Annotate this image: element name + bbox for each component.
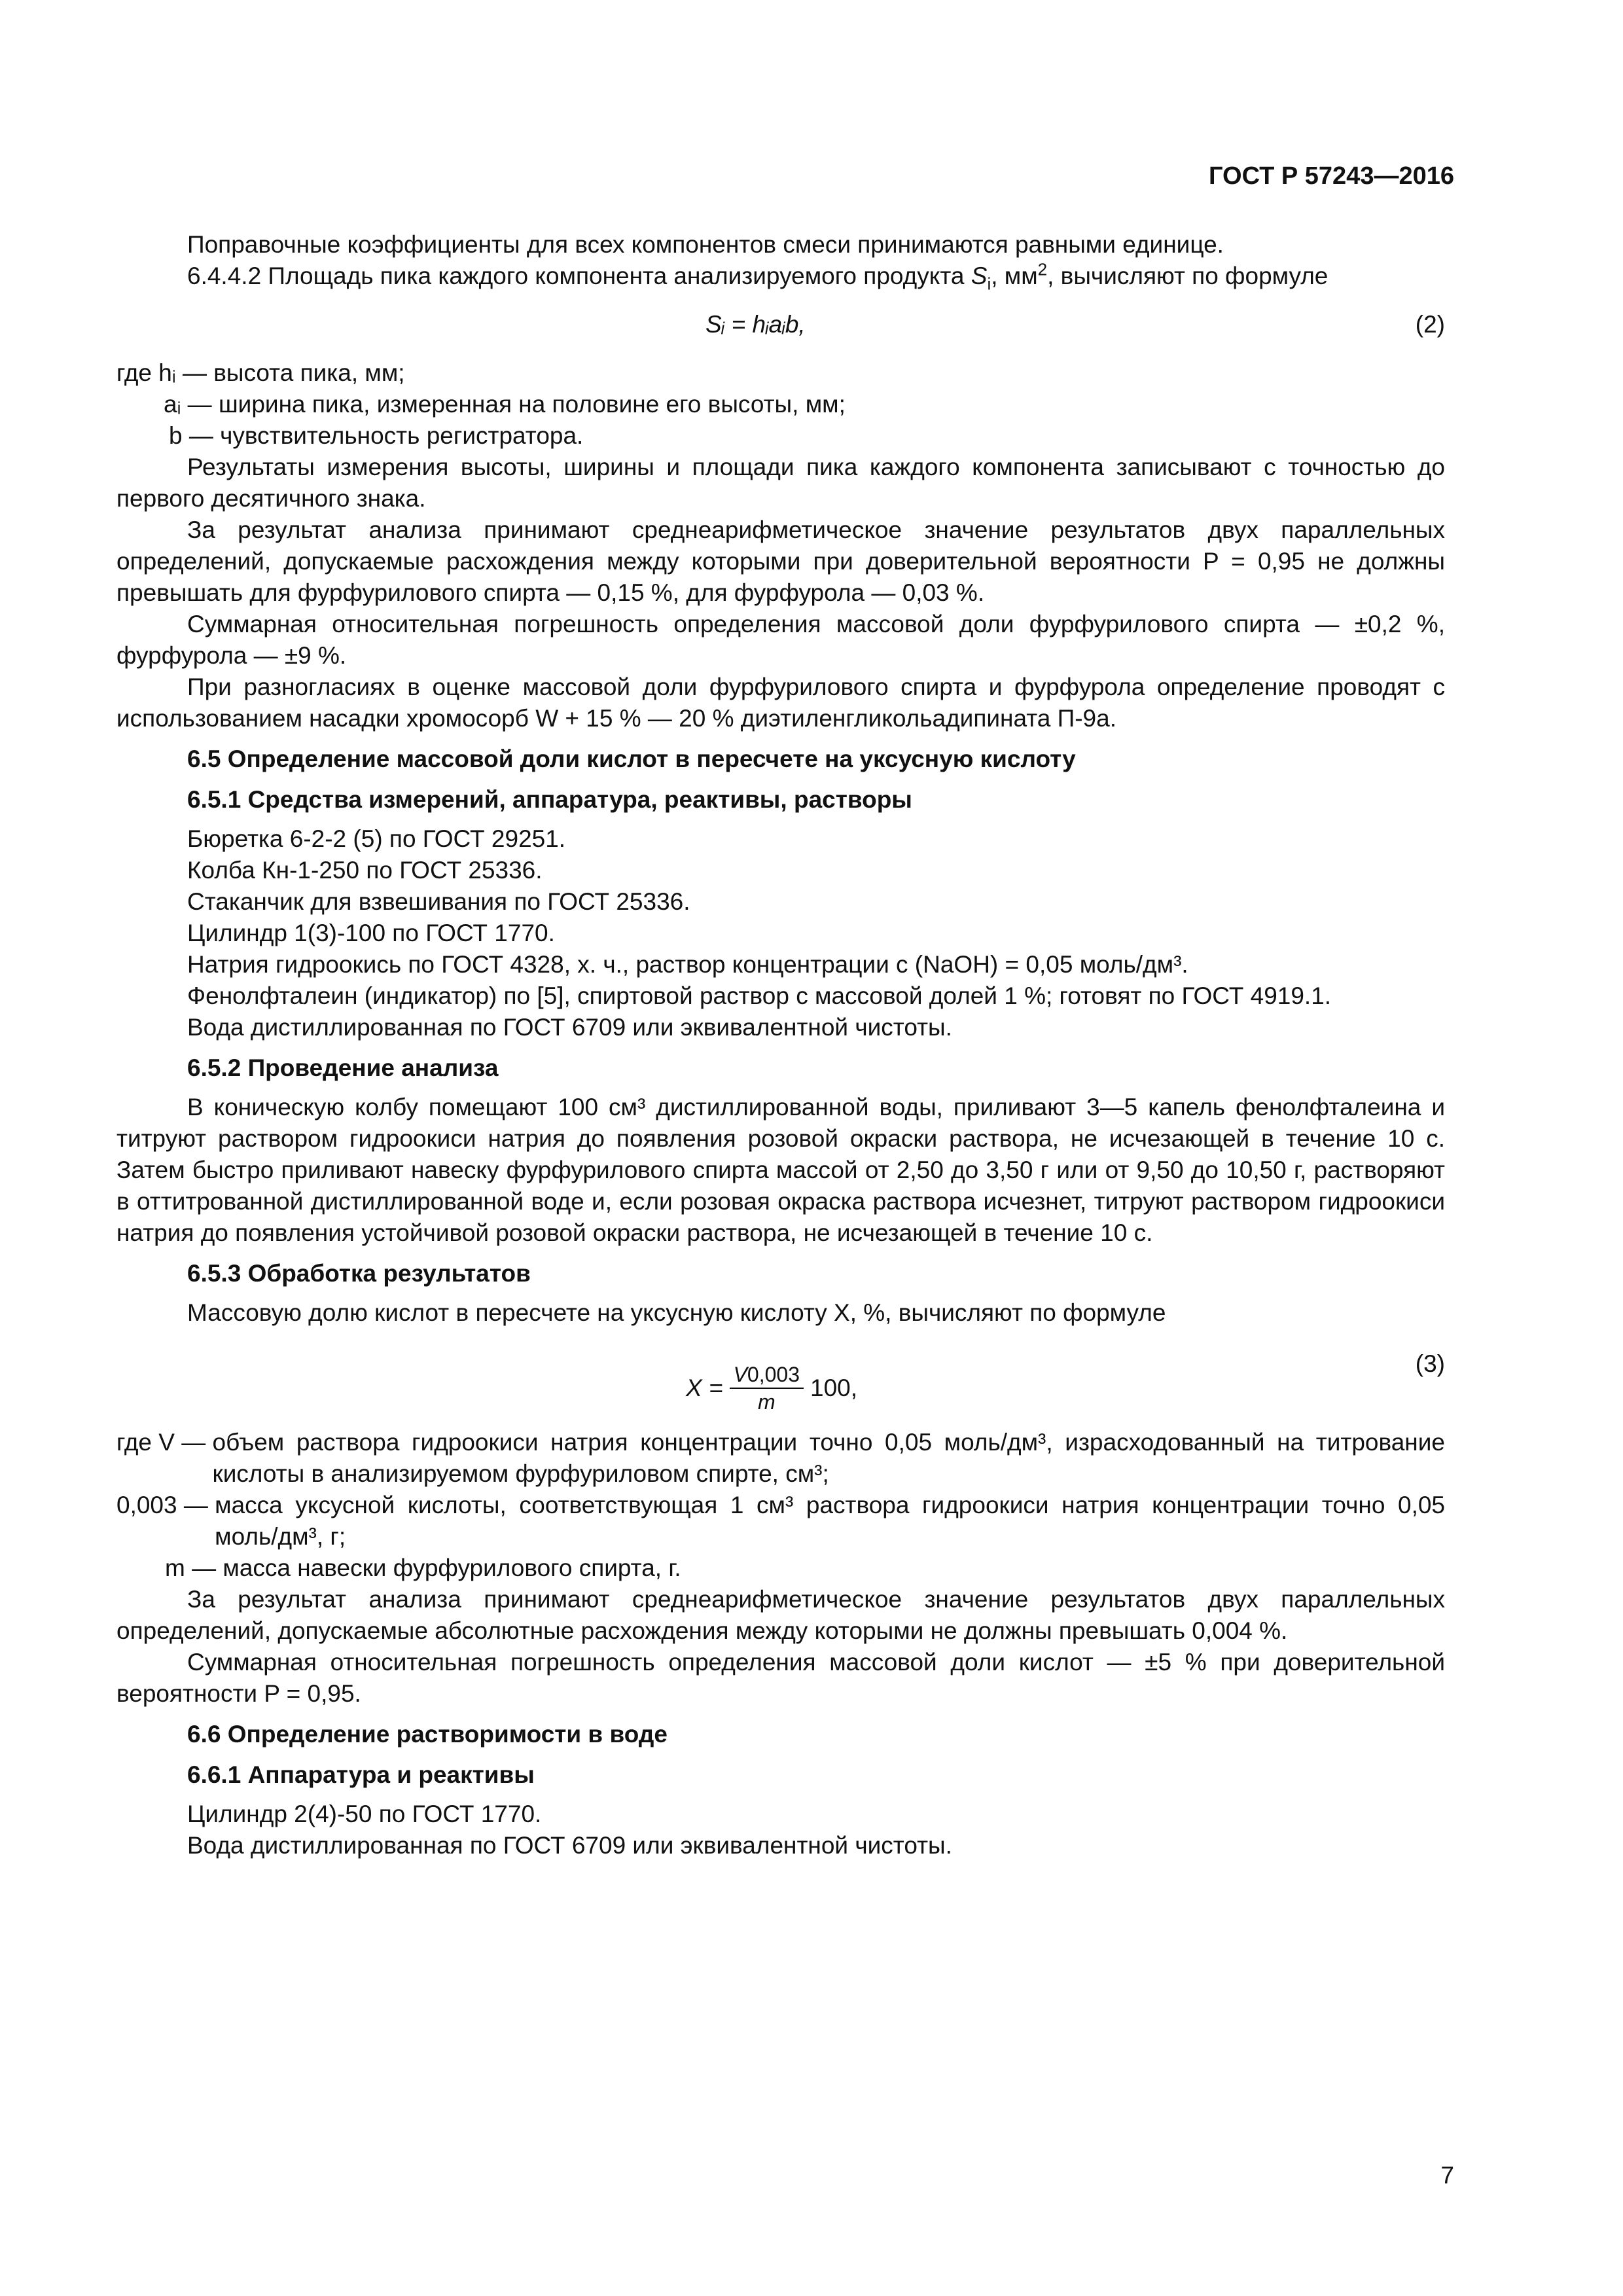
paragraph: Массовую долю кислот в пересчете на уксусную кислоту X, %, вычисляют по формуле (187, 1299, 1166, 1326)
page-content (116, 229, 1445, 1861)
fraction (730, 1361, 804, 1415)
section-heading-6-5-1: 6.5.1 Средства измерений, аппаратура, реактивы, растворы (187, 786, 912, 813)
paragraph-6-4-4-2: 6.4.4.2 Площадь пика каждого компонента анализируемого продукта $S_i$, $мм^2$, вычисляют по формуле (187, 259, 1329, 294)
where-text: ширина пика, измеренная на половине его высоты, мм; (218, 391, 846, 418)
list-item: Цилиндр 2(4)-50 по ГОСТ 1770. (187, 1801, 542, 1827)
fraction-denominator: m (757, 1390, 776, 1414)
where-text: масса навески фурфурилового спирта, г. (223, 1554, 681, 1581)
list-item: Вода дистиллированная по ГОСТ 6709 или эквивалентной чистоты. (187, 1014, 952, 1041)
paragraph: За результат анализа принимают среднеарифметическое значение результатов двух параллельных определений, допускаемые абсолютные расхождения между которыми не должны превышать 0,004 %. (116, 1586, 1445, 1644)
formula-3 (116, 1329, 1445, 1427)
where-label: где hᵢ — (116, 359, 207, 386)
list-item: Колба Кн-1-250 по ГОСТ 25336. (187, 857, 543, 884)
section-heading-6-6-1: 6.6.1 Аппаратура и реактивы (187, 1761, 535, 1788)
paragraph: Суммарная относительная погрешность определения массовой доли фурфурилового спирта — ±0,2 %, фурфурола — ±9 %. (116, 611, 1445, 669)
where-text: высота пика, мм; (213, 359, 405, 386)
where-text: чувствительность регистратора. (220, 422, 584, 449)
formula-number: (3) (1415, 1350, 1445, 1377)
where-label: 0,003 — (116, 1492, 208, 1518)
formula-expression: Sᵢ = hᵢaᵢb, (705, 311, 806, 338)
formula-number: (2) (1415, 311, 1445, 338)
section-heading-6-5: 6.5 Определение массовой доли кислот в пересчете на уксусную кислоту (187, 745, 1076, 772)
section-heading-6-5-3: 6.5.3 Обработка результатов (187, 1260, 531, 1287)
where-text: объем раствора гидроокиси натрия концентрации точно 0,05 моль/дм³, израсходованный на титрование кислоты в анализируемом фурфуриловом спирте, см³; (212, 1429, 1445, 1487)
paragraph: При разногласиях в оценке массовой доли фурфурилового спирта и фурфурола определение проводят с использованием насадки хромосорб W + 15 % — 20 % диэтиленгликольадипината П-9а. (116, 673, 1445, 732)
page-number: 7 (1440, 2162, 1454, 2189)
where-block-2 (116, 357, 1445, 452)
where-block-3 (116, 1427, 1445, 1584)
paragraph: Результаты измерения высоты, ширины и площади пика каждого компонента записывают с точностью до первого десятичного знака. (116, 454, 1445, 512)
list-item: Вода дистиллированная по ГОСТ 6709 или эквивалентной чистоты. (187, 1832, 952, 1859)
where-text: масса уксусной кислоты, соответствующая 1 см³ раствора гидроокиси натрия концентрации точно 0,05 моль/дм³, г; (215, 1492, 1445, 1550)
section-heading-6-5-2: 6.5.2 Проведение анализа (187, 1054, 499, 1081)
list-item: Фенолфталеин (индикатор) по [5], спиртовой раствор с массовой долей 1 %; готовят по ГОСТ 4919.1. (187, 982, 1332, 1009)
list-item: Стаканчик для взвешивания по ГОСТ 25336. (187, 888, 690, 915)
fraction-numerator: V0,003 (730, 1361, 804, 1389)
formula-lhs: X = (686, 1374, 723, 1401)
paragraph: В коническую колбу помещают 100 см³ дистиллированной воды, приливают 3—5 капель фенолфталеина и титруют раствором гидроокиси натрия до появления розовой окраски раствора, не исчезающей в течение 10 с. Затем быстро приливают навеску фурфурилового спирта массой от 2,50 до 3,50 г или от 9,50 до 10,50 г, растворяют в оттитрованной дистиллированной воде и, если розовая окраска раствора исчезнет, титруют раствором гидроокиси натрия до появления устойчивой розовой окраски раствора, не исчезающей в течение 10 с. (116, 1094, 1445, 1246)
standard-code-header: ГОСТ Р 57243—2016 (1209, 162, 1454, 190)
formula-2 (116, 292, 1445, 357)
where-label: aᵢ — (164, 391, 212, 418)
where-label: b — (169, 422, 213, 449)
paragraph: За результат анализа принимают среднеарифметическое значение результатов двух параллельных определений, допускаемые расхождения между которыми при доверительной вероятности P = 0,95 не должны превышать для фурфурилового спирта — 0,15 %, для фурфурола — 0,03 %. (116, 516, 1445, 606)
where-label: где V — (116, 1429, 206, 1456)
list-item: Бюретка 6-2-2 (5) по ГОСТ 29251. (187, 825, 566, 852)
list-item: Цилиндр 1(3)-100 по ГОСТ 1770. (187, 920, 555, 946)
paragraph: Суммарная относительная погрешность определения массовой доли кислот — ±5 % при доверительной вероятности P = 0,95. (116, 1649, 1445, 1707)
paragraph: Поправочные коэффициенты для всех компонентов смеси принимаются равными единице. (187, 231, 1224, 258)
formula-rhs: 100, (810, 1374, 858, 1401)
where-label: m — (165, 1554, 217, 1581)
list-item: Натрия гидроокись по ГОСТ 4328, х. ч., раствор концентрации c (NaOH) = 0,05 моль/дм³. (187, 951, 1188, 978)
section-heading-6-6: 6.6 Определение растворимости в воде (187, 1721, 668, 1748)
